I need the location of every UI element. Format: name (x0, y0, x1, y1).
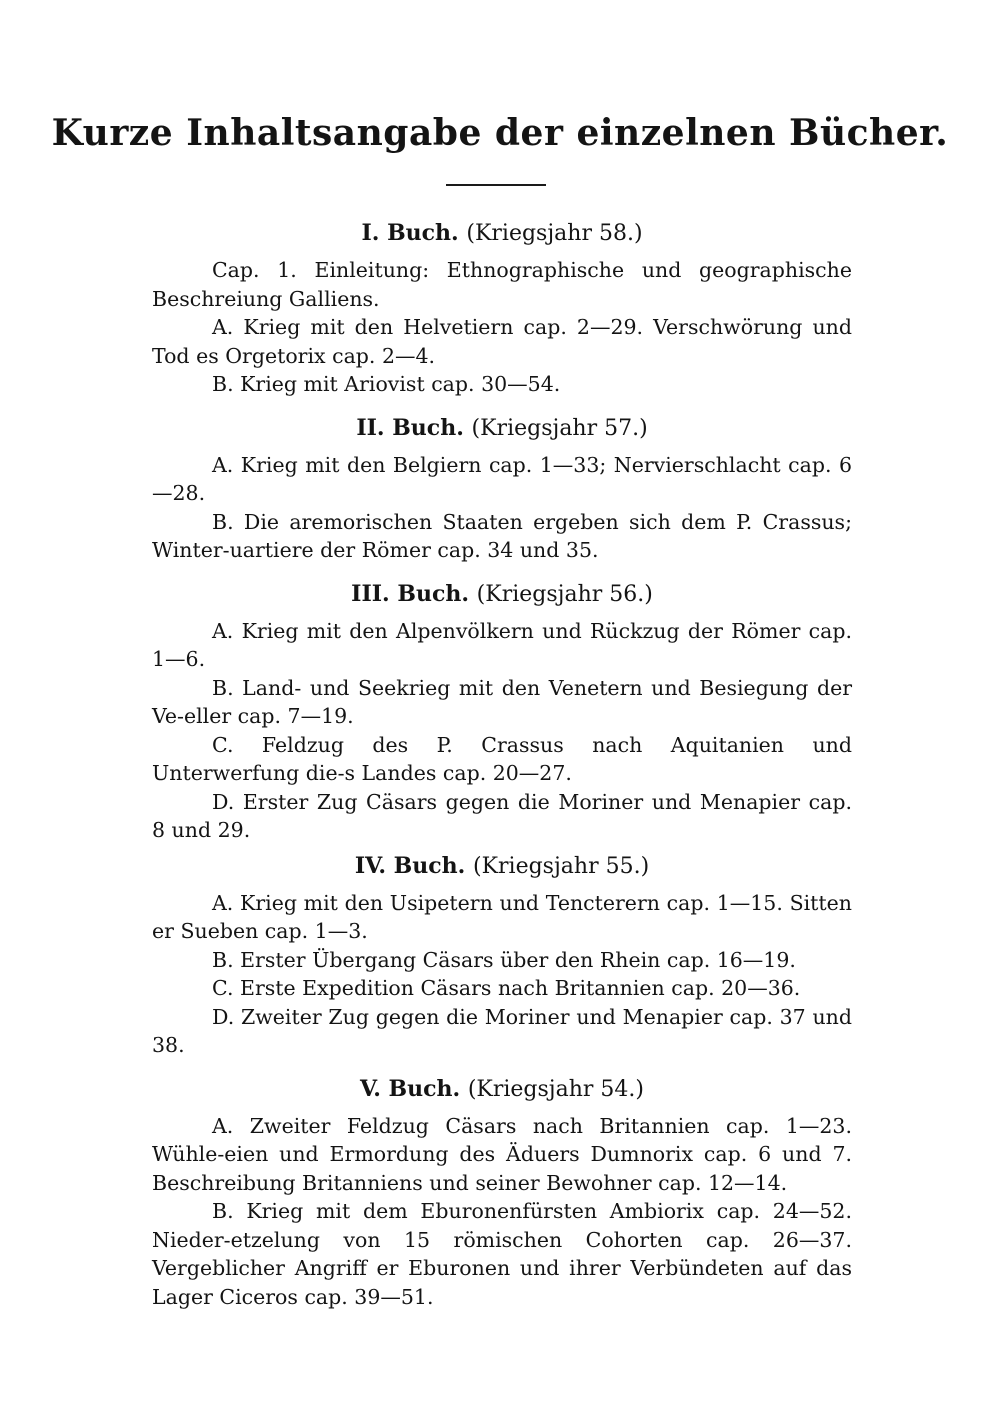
summary-paragraph: D. Zweiter Zug gegen die Moriner und Menapier cap. 37 und 38. (152, 1004, 852, 1057)
book-1-section (152, 218, 852, 399)
summary-paragraph: A. Krieg mit den Usipetern und Tencterern cap. 1—15. Sitten er Sueben cap. 1—3. (152, 890, 852, 943)
summary-paragraph: B. Krieg mit dem Eburonenfürsten Ambiorix cap. 24—52. Nieder-etzelung von 15 römischen Cohorten cap. 26—37. Vergeblicher Angriff er Eburonen und ihrer Verbündeten auf das Lager Ciceros cap. 39—51. (152, 1199, 852, 1309)
book-year: (Kriegsjahr 57.) (471, 415, 648, 441)
summary-paragraph: A. Zweiter Feldzug Cäsars nach Britannien cap. 1—23. Wühle-eien und Ermordung des Äduers Dumnorix cap. 6 und 7. Beschreibung Britanniens und seiner Bewohner cap. 12—14. (152, 1113, 852, 1195)
summary-paragraph: A. Krieg mit den Helvetiern cap. 2—29. Verschwörung und Tod es Orgetorix cap. 2—4. (152, 315, 852, 368)
book-3-section (152, 579, 852, 845)
summary-paragraph: A. Krieg mit den Alpenvölkern und Rückzug der Römer cap. 1—6. (152, 618, 852, 671)
title-divider (446, 184, 546, 186)
page-title: Kurze Inhaltsangabe der einzelnen Bücher. (51, 112, 949, 154)
book-5-section (152, 1074, 852, 1312)
summary-paragraph: A. Krieg mit den Belgiern cap. 1—33; Nervierschlacht cap. 6—28. (152, 452, 852, 505)
book-4-section (152, 851, 852, 1060)
book-number: I. Buch. (361, 220, 459, 246)
summary-paragraph: Cap. 1. Einleitung: Ethnographische und geographische Beschreiung Galliens. (152, 258, 852, 311)
summary-paragraph: D. Erster Zug Cäsars gegen die Moriner und Menapier cap. 8 und 29. (152, 789, 852, 842)
contents-body (152, 218, 852, 1311)
book-number: II. Buch. (356, 414, 464, 441)
book-heading (152, 851, 852, 882)
summary-paragraph: B. Krieg mit Ariovist cap. 30—54. (212, 372, 561, 396)
summary-paragraph: B. Die aremorischen Staaten ergeben sich dem P. Crassus; Winter-uartiere der Römer cap. 34 und 35. (152, 509, 852, 562)
book-number: III. Buch. (351, 580, 469, 607)
book-2-section (152, 413, 852, 565)
book-number: IV. Buch. (354, 852, 466, 879)
summary-paragraph: C. Erste Expedition Cäsars nach Britannien cap. 20—36. (212, 976, 801, 1000)
book-heading (152, 218, 852, 249)
book-year: (Kriegsjahr 54.) (467, 1076, 644, 1102)
book-heading (152, 579, 852, 610)
book-year: (Kriegsjahr 55.) (473, 853, 650, 879)
book-heading (152, 413, 852, 444)
book-year: (Kriegsjahr 58.) (466, 221, 643, 246)
summary-paragraph: C. Feldzug des P. Crassus nach Aquitanien und Unterwerfung die-s Landes cap. 20—27. (152, 732, 852, 785)
summary-paragraph: B. Land- und Seekrieg mit den Venetern und Besiegung der Ve-eller cap. 7—19. (152, 675, 852, 728)
book-heading (152, 1074, 852, 1105)
summary-paragraph: B. Erster Übergang Cäsars über den Rhein cap. 16—19. (212, 947, 796, 972)
book-number: V. Buch. (359, 1075, 461, 1102)
book-year: (Kriegsjahr 56.) (476, 581, 653, 607)
